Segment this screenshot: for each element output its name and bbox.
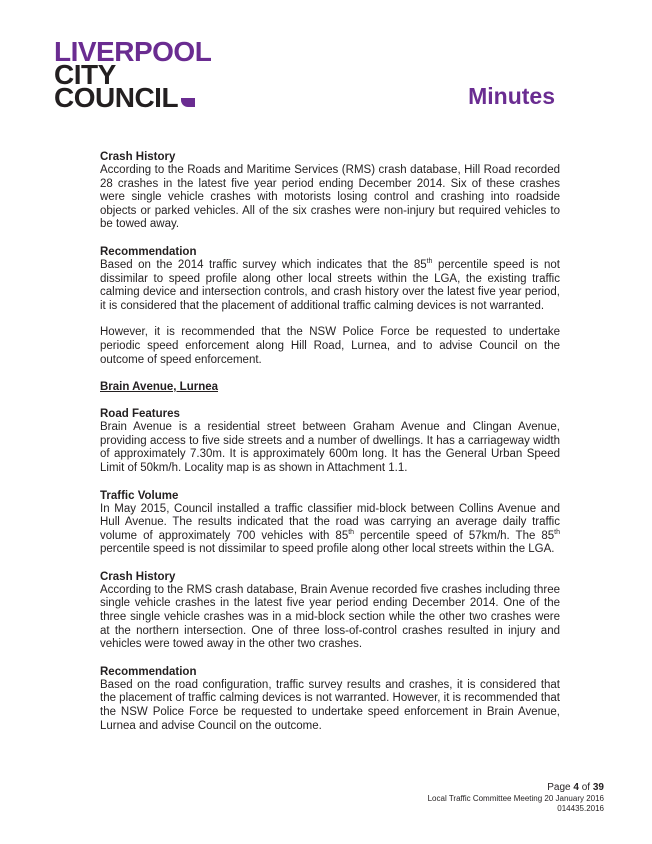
hill-crash-history-text: According to the Roads and Maritime Services (RMS) crash database, Hill Road recorded 28 crashes in the latest five year period ending December 2014. Six of these crashes were single vehicle crashes with motorists losing control and crashing into roadside objects or parked vehicles. All of the six crashes were non-injury but required vehicles to be towed away. xyxy=(100,164,560,231)
brain-road-features-heading: Road Features xyxy=(100,408,180,421)
hill-crash-history-heading: Crash History xyxy=(100,151,176,163)
hill-recommendation-p2: However, it is recommended that the NSW Police Force be requested to undertake periodic speed enforcement along Hill Road, Lurnea, and to advise Council on the outcome of speed enforcement. xyxy=(100,326,560,366)
document-reference: 014435.2016 xyxy=(557,804,604,813)
brain-traffic-volume-heading: Traffic Volume xyxy=(100,489,179,502)
brain-avenue-heading: Brain Avenue, Lurnea xyxy=(100,381,219,394)
logo-mark-icon xyxy=(181,98,195,107)
logo-line-3: COUNCIL xyxy=(54,82,179,113)
document-body xyxy=(100,150,560,733)
brain-crash-history-text: According to the RMS crash database, Brain Avenue recorded five crashes including three single vehicle crashes in the latest five year period ending December 2014. One of the three single vehicle crashes was in a mid-block section while the other two crashes were at the northern intersection. One of three loss-of-control crashes resulted in injury and vehicles were towed away in the other two crashes. xyxy=(100,583,560,651)
hill-recommendation-heading: Recommendation xyxy=(100,245,197,258)
document-type-title: Minutes xyxy=(468,83,555,109)
meeting-line: Local Traffic Committee Meeting 20 January 2016 xyxy=(427,794,604,803)
logo-line-2: CITY xyxy=(54,59,116,90)
hill-recommendation-p1: Based on the 2014 traffic survey which indicates that the 85th percentile speed is not dissimilar to speed profile along other local streets within the LGA, the existing traffic calming device and intersection controls, and crash history over the latest five year period, it is considered that the placement of additional traffic calming devices is not warranted. xyxy=(100,258,560,312)
brain-traffic-volume-text: In May 2015, Council installed a traffic classifier mid-block between Collins Avenue and Hull Avenue. The results indicated that the road was carrying an average daily traffic volume of approximately 700 vehicles with 85th percentile speed of 57km/h. The 85th percentile speed is not dissimilar to speed profile along other local streets within the LGA. xyxy=(100,502,560,556)
page-number: Page 4 of 39 xyxy=(547,782,604,793)
brain-road-features-text: Brain Avenue is a residential street between Graham Avenue and Clingan Avenue, providing access to five side streets and a number of dwellings. It has a carriageway width of approximately 7.30m. It is approximately 600m long. It has the General Urban Speed Limit of 50km/h. Locality map is as shown in Attachment 1.1. xyxy=(100,421,560,474)
brain-recommendation-heading: Recommendation xyxy=(100,665,197,678)
brain-crash-history-heading: Crash History xyxy=(100,570,176,583)
brain-recommendation-text: Based on the road configuration, traffic survey results and crashes, it is considered that the placement of traffic calming devices is not warranted. However, it is recommended that the NSW Police Force be requested to undertake speed enforcement in Brain Avenue, Lurnea and advise Council on the outcome. xyxy=(100,678,561,732)
page-footer xyxy=(428,782,604,814)
council-logo xyxy=(54,36,212,113)
logo-line-1: LIVERPOOL xyxy=(54,36,212,67)
